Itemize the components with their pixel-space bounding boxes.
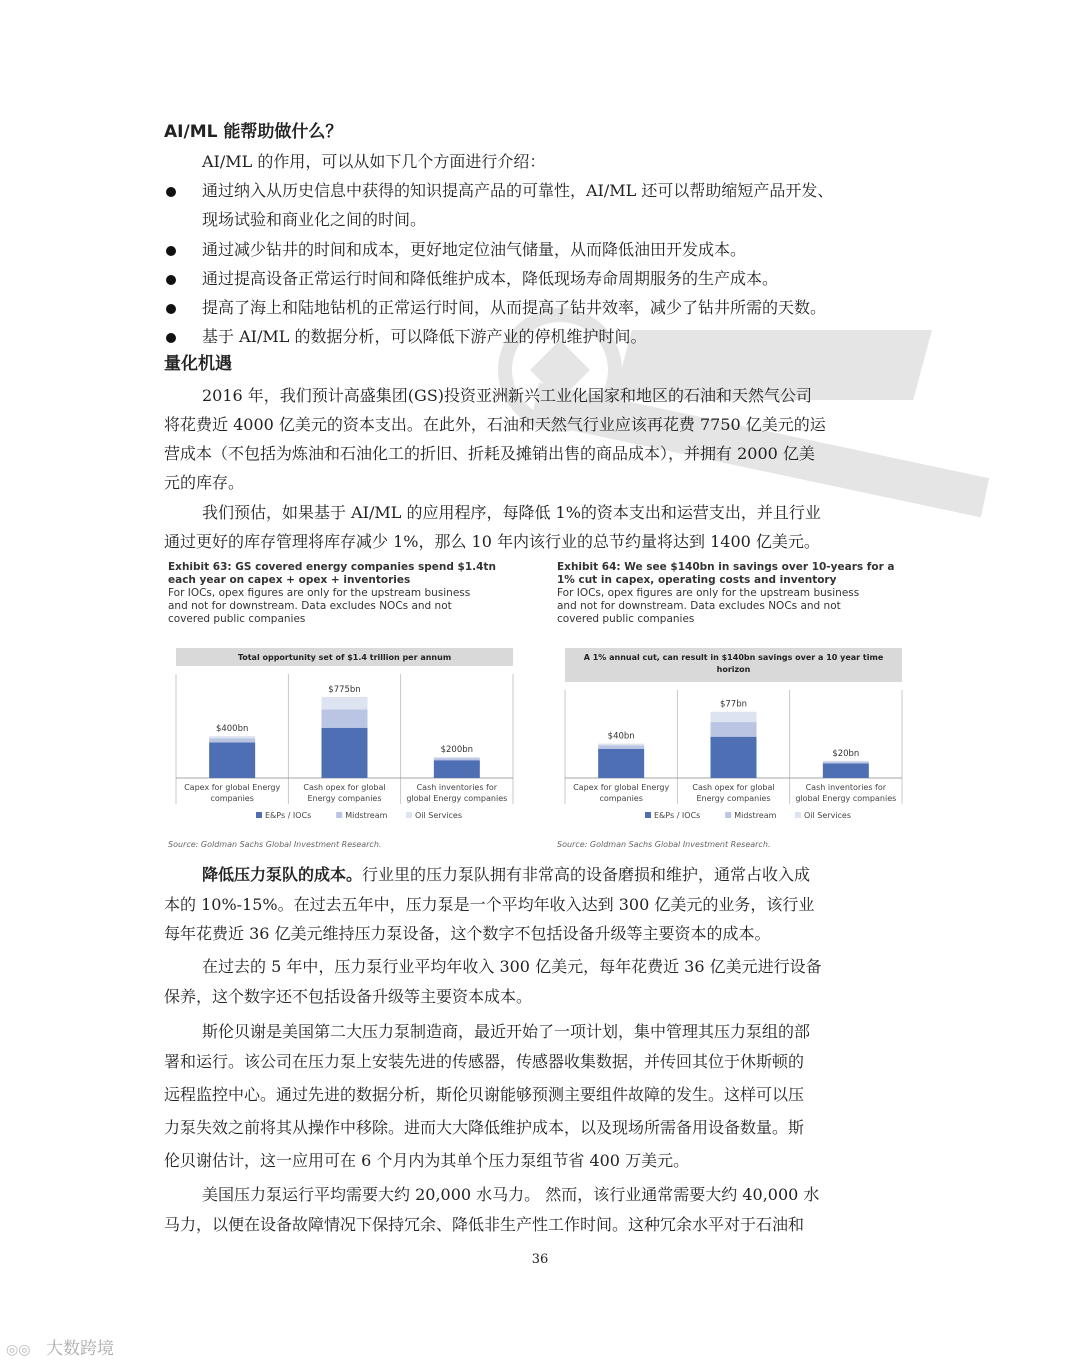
exhibit-64-title: Exhibit 64: We see $140bn in savings over 10-years for a 1% cut in capex, operating costs and inventory xyxy=(557,561,895,586)
heading-what-ai-ml-can-do: AI/ML 能帮助做什么？ xyxy=(164,122,343,142)
bar-eps-iocs xyxy=(209,742,255,778)
page-number: 36 xyxy=(531,1252,549,1267)
para5-line4: 力泵失效之前将其从操作中移除。进而大大降低维护成本，以及现场所需备用设备数量。斯 xyxy=(164,1118,805,1137)
para5-line1: 斯伦贝谢是美国第二大压力泵制造商，最近开始了一项计划，集中管理其压力泵组的部 xyxy=(202,1022,811,1041)
chart-title-line: horizon xyxy=(716,665,751,674)
exhibit-64-subtitle: For IOCs, opex figures are only for the upstream business and not for downstream. Data excludes NOCs and not covered public companies xyxy=(557,587,860,625)
bar-midstream xyxy=(434,758,480,760)
bar-eps-iocs xyxy=(598,749,644,778)
bullet-item-5: 基于 AI/ML 的数据分析，可以降低下游产业的停机维护时间。 xyxy=(202,327,647,346)
exhibit-64-header xyxy=(557,561,927,626)
para4-line2: 保养，这个数字还不包括设备升级等主要资本成本。 xyxy=(164,987,533,1006)
para5-line2: 署和运行。该公司在压力泵上安装先进的传感器，传感器收集数据，并传回其位于休斯顿的 xyxy=(164,1052,805,1071)
bar-total-label: $40bn xyxy=(607,731,635,742)
x-tick-label: Energy companies xyxy=(696,794,771,803)
x-tick-label: companies xyxy=(599,794,643,803)
intro-paragraph: AI/ML 的作用，可以从如下几个方面进行介绍： xyxy=(202,152,546,171)
exhibit-64-source: Source: Goldman Sachs Global Investment Research. xyxy=(557,840,771,849)
bar-eps-iocs xyxy=(322,728,368,778)
para4-line1: 在过去的 5 年中，压力泵行业平均年收入 300 亿美元，每年花费近 36 亿美元进行设备 xyxy=(202,957,822,976)
para5-line5: 伦贝谢估计，这一应用可在 6 个月内为其单个压力泵组节省 400 万美元。 xyxy=(164,1151,690,1170)
heading-quantified-opportunity: 量化机遇 xyxy=(164,354,232,374)
bar-oil-services xyxy=(711,712,757,722)
legend-swatch xyxy=(256,812,262,818)
x-tick-label: global Energy companies xyxy=(795,794,897,803)
legend-label: Midstream xyxy=(734,811,777,820)
para6-line2: 马力，以便在设备故障情况下保持冗余、降低非生产性工作时间。这种冗余水平对于石油和 xyxy=(164,1215,805,1234)
legend-swatch xyxy=(725,812,731,818)
bar-oil-services xyxy=(823,761,869,762)
exhibit-64-chart xyxy=(557,640,917,836)
legend-label: Midstream xyxy=(345,811,388,820)
legend-swatch xyxy=(645,812,651,818)
bar-total-label: $20bn xyxy=(832,748,860,759)
bar-oil-services xyxy=(209,736,255,738)
bar-total-label: $775bn xyxy=(328,684,361,695)
legend-label: Oil Services xyxy=(415,811,463,820)
x-tick-label: Capex for global Energy xyxy=(184,783,281,792)
legend-swatch xyxy=(795,812,801,818)
bar-total-label: $77bn xyxy=(719,699,748,710)
bar-eps-iocs xyxy=(711,737,757,778)
para2-line2: 通过更好的库存管理将库存减少 1%，那么 10 年内该行业的总节约量将达到 1400 亿美元。 xyxy=(164,532,820,551)
para1-line4: 元的库存。 xyxy=(164,473,245,492)
exhibit-63-title: Exhibit 63: GS covered energy companies spend $1.4tn each year on capex + opex + inventories xyxy=(168,561,496,586)
bar-oil-services xyxy=(434,757,480,758)
bar-eps-iocs xyxy=(434,760,480,778)
x-tick-label: Capex for global Energy xyxy=(573,783,670,792)
x-tick-label: Cash opex for global xyxy=(303,783,386,792)
bullet-item-1-cont: 现场试验和商业化之间的时间。 xyxy=(202,210,427,229)
para3-line1-text: 行业里的压力泵队拥有非常高的设备磨损和维护，通常占收入成 xyxy=(362,865,811,884)
x-tick-label: Cash inventories for xyxy=(416,783,498,792)
legend-label: E&Ps / IOCs xyxy=(654,811,701,820)
bar-midstream xyxy=(322,709,368,727)
legend-label: E&Ps / IOCs xyxy=(265,811,312,820)
bar-oil-services xyxy=(322,697,368,710)
exhibit-63-subtitle: For IOCs, opex figures are only for the upstream business and not for downstream. Data excludes NOCs and not covered public companies xyxy=(168,587,471,625)
brand-logo xyxy=(6,1334,114,1359)
logo-text: 大数跨境 xyxy=(46,1339,114,1359)
bar-oil-services xyxy=(598,744,644,746)
para5-line3: 远程监控中心。通过先进的数据分析，斯伦贝谢能够预测主要组件故障的发生。这样可以压 xyxy=(164,1085,805,1104)
exhibit-63-header xyxy=(168,561,538,626)
chart-title-line: A 1% annual cut, can result in $140bn savings over a 10 year time xyxy=(583,653,884,662)
para3-line3: 每年花费近 36 亿美元维持压力泵设备，这个数字不包括设备升级等主要资本的成本。 xyxy=(164,924,771,943)
para3-line1 xyxy=(164,860,924,890)
chart-title-line: Total opportunity set of $1.4 trillion per annum xyxy=(237,653,452,662)
bullet-item-1: 通过纳入从历史信息中获得的知识提高产品的可靠性，AI/ML 还可以帮助缩短产品开发、 xyxy=(202,181,834,200)
x-tick-label: companies xyxy=(210,794,254,803)
legend-label: Oil Services xyxy=(804,811,852,820)
para1-line2: 将花费近 4000 亿美元的资本支出。在此外，石油和天然气行业应该再花费 7750 亿美元的运 xyxy=(164,415,826,434)
legend-swatch xyxy=(406,812,412,818)
bar-midstream xyxy=(823,762,869,764)
bullet-item-2: 通过减少钻井的时间和成本，更好地定位油气储量，从而降低油田开发成本。 xyxy=(202,240,747,259)
x-tick-label: Cash inventories for xyxy=(805,783,887,792)
bar-eps-iocs xyxy=(823,763,869,778)
bar-total-label: $200bn xyxy=(440,745,474,756)
bar-total-label: $400bn xyxy=(215,724,249,735)
para1-line3: 营成本（不包括为炼油和石油化工的折旧、折耗及摊销出售的商品成本），并拥有 2000 亿美 xyxy=(164,444,815,463)
para3-bold-lead: 降低压力泵队的成本。 xyxy=(202,865,363,884)
para3-line2: 本的 10%-15%。在过去五年中，压力泵是一个平均年收入达到 300 亿美元的业务，该行业 xyxy=(164,895,815,914)
legend-swatch xyxy=(336,812,342,818)
para1-line1: 2016 年，我们预计高盛集团(GS)投资亚洲新兴工业化国家和地区的石油和天然气公司 xyxy=(202,386,813,405)
bar-midstream xyxy=(209,738,255,742)
logo-icon: ◎◎ xyxy=(6,1342,31,1358)
bar-midstream xyxy=(711,722,757,737)
bar-midstream xyxy=(598,745,644,748)
exhibit-63-chart xyxy=(168,640,528,836)
x-tick-label: Cash opex for global xyxy=(692,783,775,792)
bullet-item-4: 提高了海上和陆地钻机的正常运行时间，从而提高了钻井效率，减少了钻井所需的天数。 xyxy=(202,298,827,317)
bullet-item-3: 通过提高设备正常运行时间和降低维护成本，降低现场寿命周期服务的生产成本。 xyxy=(202,269,779,288)
para2-line1: 我们预估，如果基于 AI/ML 的应用程序，每降低 1%的资本支出和运营支出，并且行业 xyxy=(202,503,821,522)
x-tick-label: global Energy companies xyxy=(406,794,508,803)
para6-line1: 美国压力泵运行平均需要大约 20,000 水马力。 然而，该行业通常需要大约 40,000 水 xyxy=(202,1185,820,1204)
exhibit-63-source: Source: Goldman Sachs Global Investment Research. xyxy=(168,840,382,849)
x-tick-label: Energy companies xyxy=(307,794,382,803)
